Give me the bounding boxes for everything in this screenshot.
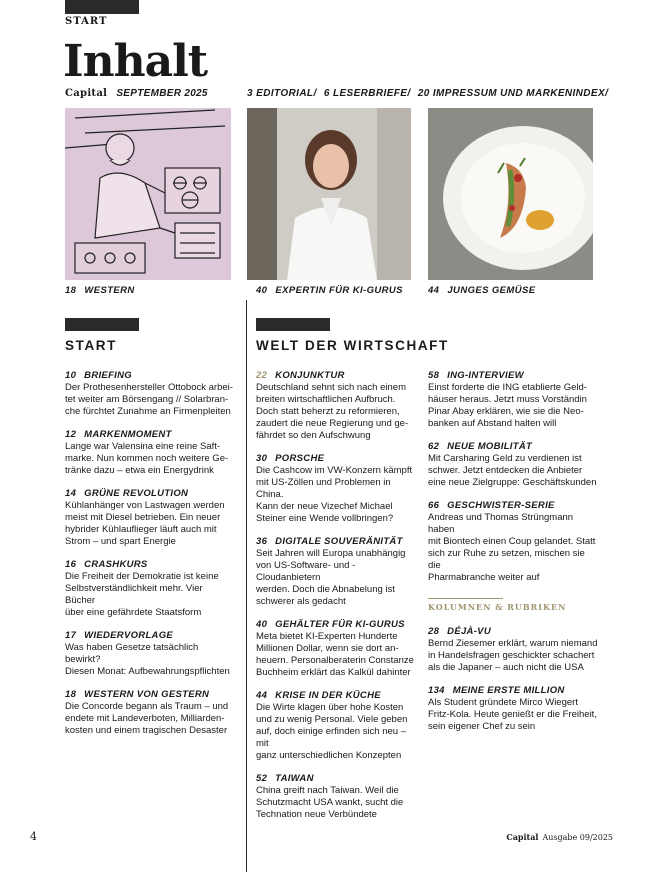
toc-entry[interactable]: 18 WESTERN VON GESTERN Die Concorde begann als Traum – und endete mit Landeverboten, Milliarden- kosten und einem tragischen Desaster [65,689,229,736]
section-title-kolumnen: KOLUMNEN & RUBRIKEN [428,602,567,612]
toc-entry[interactable]: 28 DÉJÀ-VU Bernd Ziesemer erklärt, warum niemand in Handelsfragen geschickter schachert als die Japaner – auch nicht die USA [428,626,598,673]
section-title-start: START [65,338,117,353]
toc-entry[interactable]: 16 CRASHKURS Die Freiheit der Demokratie ist keine Selbstverständlichkeit mehr. Vier Bücher über eine gefährdete Staatsform [65,559,219,618]
gemuese-photo[interactable] [428,108,593,280]
toc-entry[interactable]: 58 ING-INTERVIEW Einst forderte die ING etablierte Geld- häuser heraus. Jetzt muss Vorständin Pinar Abay erklären, wie sie die Neo- banken auf Abstand halten will [428,370,587,429]
page-number: 4 [30,830,37,843]
issue-line [65,88,208,99]
toc-entry[interactable]: 12 MARKENMOMENT Lange war Valensina eine reine Saft- marke. Nun kommen noch weitere Ge- tränke dazu – etwa ein Energydrink [65,429,229,476]
section-title-wirtschaft: WELT DER WIRTSCHAFT [256,338,449,353]
toc-entry[interactable]: 10 BRIEFING Der Prothesenhersteller Ottobock arbei- tet weiter am Börsengang // Solarbran- che fürchtet Zunahme an Firmenpleiten [65,370,233,417]
brand-name: Capital [65,88,108,99]
toc-entry[interactable]: 22 KONJUNKTUR Deutschland sehnt sich nach einem breiten wirtschaftlichen Aufbruch. Doch statt beherzt zu reformieren, zaudert die neue Regierung und ge- fährdet so den Aufschwung [256,370,409,441]
toc-entry[interactable]: 62 NEUE MOBILITÄT Mit Carsharing Geld zu verdienen ist schwer. Jetzt entdecken die Anbieter eine neue Zielgruppe: Geschäftskunden [428,441,597,488]
column-divider [246,300,247,872]
top-link-editorial[interactable]: 3 EDITORIAL/ [247,88,317,99]
section-kicker: START [65,16,108,27]
toc-entry[interactable]: 30 PORSCHE Die Cashcow im VW-Konzern kämpft mit US-Zöllen und Problemen in China. Kann der neue Vizechef Michael Steiner eine Wende vollbringen? [256,453,413,524]
toc-entry[interactable]: 52 TAIWAN China greift nach Taiwan. Weil die Schutzmacht USA wankt, sucht die Technation neue Verbündete [256,773,404,820]
top-link-leserbriefe[interactable]: 6 LESERBRIEFE/ [323,88,411,99]
toc-entry[interactable]: 17 WIEDERVORLAGE Was haben Gesetze tatsächlich bewirkt? Diesen Monat: Aufbewahrungspflichten [65,630,230,677]
toc-entry[interactable]: 134 MEINE ERSTE MILLION Als Student gründete Mirco Wiegert Fritz-Kola. Heute genießt er die Freiheit, sein eigener Chef zu sein [428,685,597,732]
western-illustration[interactable] [65,108,231,280]
toc-column-start [65,370,235,748]
food-plate-photo-icon [428,108,593,280]
image-caption-expertin[interactable]: 40 EXPERTIN FÜR KI-GURUS [256,285,403,296]
rubrik-divider [428,598,503,599]
image-caption-gemuese[interactable]: 44 JUNGES GEMÜSE [428,285,536,296]
section-bar-wirtschaft [256,318,330,331]
toc-entry[interactable]: 66 GESCHWISTER-SERIE Andreas und Thomas Strüngmann haben mit Biontech einen Coup gelandet. Statt sich zur Ruhe zu setzen, mischen sie die Pharmabranche weiter auf [428,500,596,583]
footer-brand: Capital [506,832,539,842]
toc-entry[interactable]: 44 KRISE IN DER KÜCHE Die Wirte klagen über hohe Kosten und zu wenig Personal. Viele geben auf, doch einige erfinden sich neu – mit ganz unterschiedlichen Konzepten [256,690,408,761]
toc-column-wirtschaft [256,370,416,832]
footer-issue-text: Ausgabe 09/2025 [542,833,613,842]
top-link-impressum[interactable]: 20 IMPRESSUM UND MARKENINDEX/ [417,88,609,99]
toc-column-right [428,370,598,744]
expertin-portrait[interactable] [247,108,411,280]
top-bar [65,0,139,14]
image-caption-western[interactable]: 18 WESTERN [65,285,135,296]
comic-illustration-icon [65,108,231,280]
portrait-photo-icon [247,108,411,280]
footer-issue [506,832,613,842]
top-links [247,88,612,99]
toc-entry[interactable]: 14 GRÜNE REVOLUTION Kühlanhänger von Lastwagen werden meist mit Diesel betrieben. Ein neuer hybrider Kühlauflieger läuft auch mit Strom – und spart Energie [65,488,225,547]
issue-date: SEPTEMBER 2025 [116,88,208,99]
page-title: Inhalt [63,36,208,87]
toc-entry[interactable]: 40 GEHÄLTER FÜR KI-GURUS Meta bietet KI-Experten Hunderte Millionen Dollar, wenn sie dort an- heuern. Personalberaterin Constanze Buchheim erklärt das Kalkül dahinter [256,619,414,678]
toc-entry[interactable]: 36 DIGITALE SOUVERÄNITÄT Seit Jahren will Europa unabhängig von US-Software- und -Cloudanbietern werden. Doch die Abnabelung ist schwerer als gedacht [256,536,406,607]
section-bar-start [65,318,139,331]
